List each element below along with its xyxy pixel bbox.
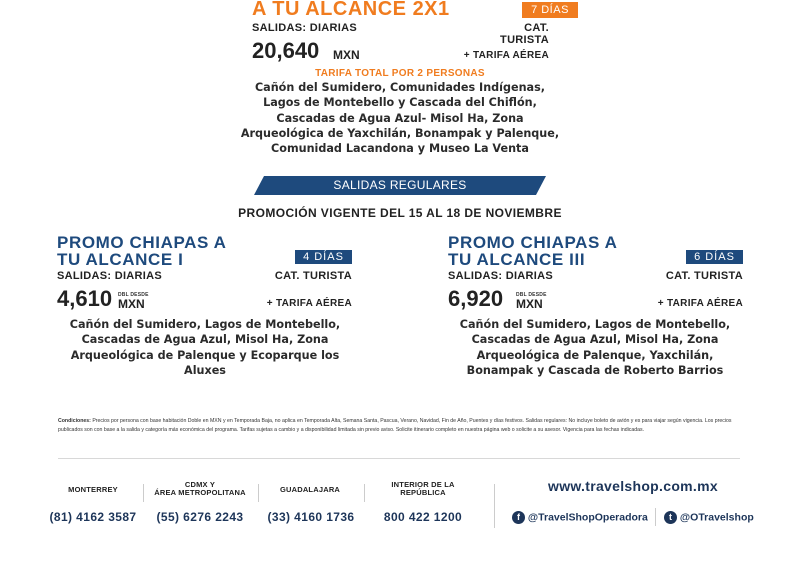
contact-phone-cdmx[interactable]: (55) 6276 2243 [156, 510, 244, 524]
description-line: Cañón del Sumidero, Lagos de Montebello, [459, 318, 731, 331]
twitter-icon: t [664, 511, 677, 524]
contact-phone-guadalajara[interactable]: (33) 4160 1736 [267, 510, 355, 524]
description-line: Comunidad Lacandona y Museo La Venta [271, 142, 529, 156]
description-line: Cascadas de Agua Azul, Misol Ha, Zona [471, 333, 719, 347]
top-promo-title: A TU ALCANCE 2X1 [252, 0, 450, 20]
description-line: Cañón del Sumidero, Comunidades Indígenas, [254, 81, 546, 94]
promo-2-category: CAT. TURISTA [665, 270, 743, 282]
top-promo-tarifa: + TARIFA AÉREA [463, 50, 549, 61]
description-line: Cascadas de Agua Azul, Misol Ha, Zona [81, 333, 329, 347]
promo-1-title-line1: PROMO CHIAPAS A [57, 233, 227, 252]
conditions-text [58, 417, 748, 435]
description-line: Cascadas de Agua Azul- Misol Ha, Zona [276, 111, 524, 125]
promo-2-title-line1: PROMO CHIAPAS A [448, 233, 618, 252]
description-line: Bonampak y Cascada de Roberto Barrios [466, 363, 724, 377]
promo-2-description [430, 317, 760, 378]
promo-1-desde: DBL DESDE [118, 292, 149, 298]
contact-phone-monterrey[interactable]: (81) 4162 3587 [49, 510, 137, 524]
contact-separator [494, 484, 495, 528]
contact-city-interior: INTERIOR DE LA REPÚBLICA [391, 480, 455, 497]
promo-2-salidas: SALIDAS: DIARIAS [448, 270, 554, 282]
contact-city-monterrey: MONTERREY [68, 485, 118, 494]
conditions-body: Precios por persona con base habitación Doble en MXN y en Temporada Baja, no aplica en Temporada Alta, Semana Santa, Pascua, Verano, Navidad, Fin de Año, Puentes y días festivos. Salidas regulares: No incluye boleto de avión y es para viajar según vigencia. Los precios publicados son con base a la salida y categoría más económica del programa. Tarifas sujetas a cambio y a disponibilidad limitada sin previo aviso. Solicite itinerario completo en nuestra página web o solicite a su asesor. Vigencia para las fechas indicadas. [58, 418, 732, 433]
website-link[interactable]: www.travelshop.com.mx [548, 478, 718, 494]
facebook-icon: f [512, 511, 525, 524]
salidas-regulares-ribbon [254, 176, 546, 195]
description-line: Arqueológica de Palenque y Ecoparque los [70, 348, 340, 362]
contact-city-guadalajara: GUADALAJARA [279, 485, 341, 494]
promo-2-currency: MXN [516, 297, 543, 311]
social-separator [655, 508, 656, 526]
top-promo-days-badge: 7 DÍAS [522, 2, 578, 18]
facebook-handle: @TravelShopOperadora [527, 511, 648, 524]
ribbon-label: SALIDAS REGULARES [333, 178, 467, 192]
promo-2-days-badge: 6 DÍAS [686, 250, 743, 264]
top-promo-note: TARIFA TOTAL POR 2 PERSONAS [315, 68, 485, 79]
promo-2-tarifa: + TARIFA AÉREA [657, 298, 743, 309]
contact-separator [258, 484, 259, 502]
promo-1-title-line2: TU ALCANCE I [57, 250, 184, 269]
promo-1-price: 4,610 [57, 286, 113, 311]
contact-separator [364, 484, 365, 502]
promo-2-title [448, 234, 618, 268]
top-promo-category: CAT. TURISTA [500, 22, 549, 46]
top-promo-salidas: SALIDAS: DIARIAS [252, 22, 358, 34]
facebook-link[interactable] [512, 511, 648, 524]
description-line: Aluxes [184, 363, 226, 377]
contact-city-cdmx: CDMX Y ÁREA METROPOLITANA [154, 480, 246, 497]
promo-1-description [40, 317, 370, 378]
promo-1-currency: MXN [118, 297, 145, 311]
twitter-link[interactable] [664, 511, 754, 524]
contact-separator [143, 484, 144, 502]
contact-phone-interior[interactable]: 800 422 1200 [383, 510, 463, 524]
promo-2-title-line2: TU ALCANCE III [448, 250, 586, 269]
description-line: Cañón del Sumidero, Lagos de Montebello, [69, 318, 341, 331]
promo-1-tarifa: + TARIFA AÉREA [266, 298, 352, 309]
promo-1-category: CAT. TURISTA [274, 270, 352, 282]
conditions-label: Condiciones: [58, 418, 91, 424]
promo-2-price: 6,920 [448, 286, 504, 311]
promo-2-desde: DBL DESDE [516, 292, 547, 298]
promo-vigente-heading: PROMOCIÓN VIGENTE DEL 15 AL 18 DE NOVIEMBRE [238, 206, 562, 220]
footer-divider [58, 458, 740, 459]
promo-1-title [57, 234, 227, 268]
top-promo-description [200, 80, 600, 156]
promo-1-days-badge: 4 DÍAS [295, 250, 352, 264]
top-promo-price: 20,640 [252, 38, 320, 63]
description-line: Lagos de Montebello y Cascada del Chiflón, [263, 96, 537, 110]
promo-1-salidas: SALIDAS: DIARIAS [57, 270, 163, 282]
description-line: Arqueológica de Palenque, Yaxchilán, [476, 348, 714, 362]
top-promo-currency: MXN [333, 48, 360, 62]
twitter-handle: @OTravelshop [679, 511, 754, 524]
description-line: Arqueológica de Yaxchilán, Bonampak y Palenque, [240, 126, 560, 140]
